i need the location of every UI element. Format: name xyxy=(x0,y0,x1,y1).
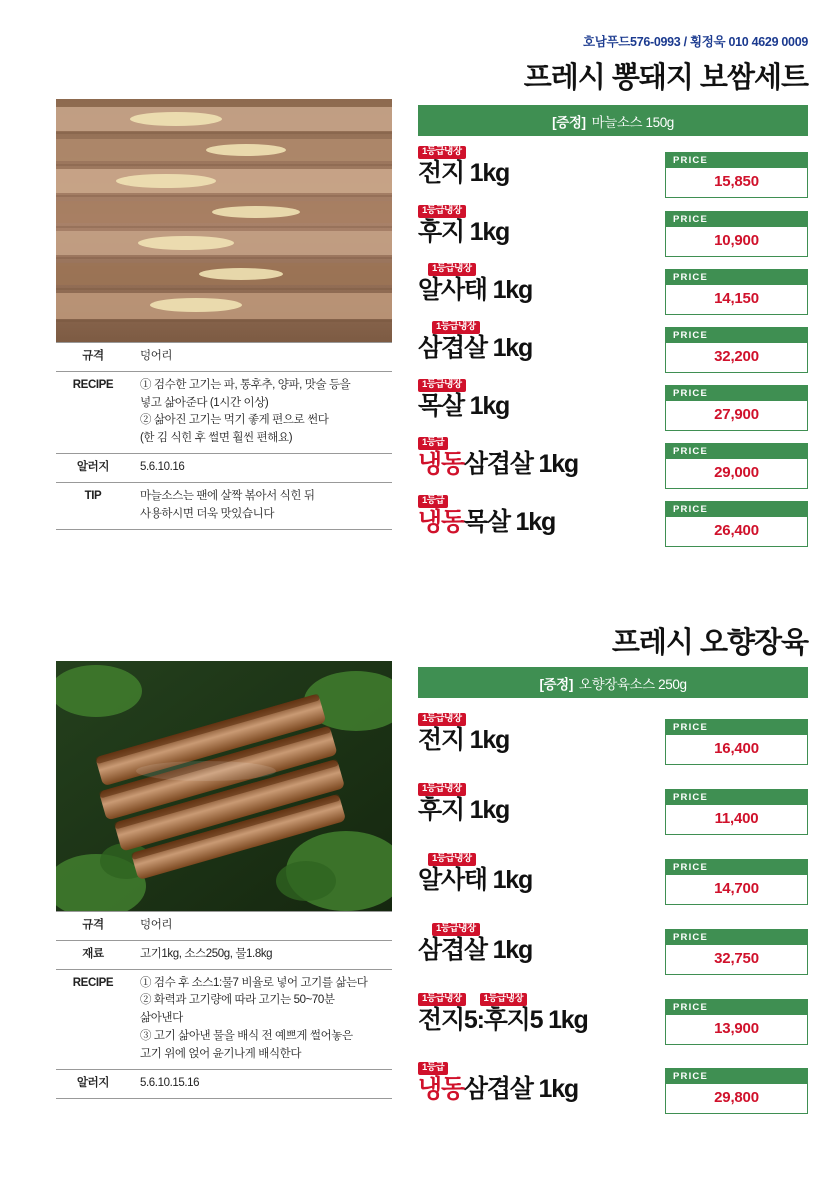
product-photo-2 xyxy=(56,661,392,911)
product-name: 전지 1kg xyxy=(418,725,510,754)
info-value xyxy=(130,371,392,453)
info-label: 규격 xyxy=(56,343,130,372)
grade-row xyxy=(418,853,633,867)
product-name-block xyxy=(418,1062,633,1102)
info-line: ② 삶아진 고기는 먹기 좋게 편으로 썬다 xyxy=(140,414,329,427)
info-line: 고기 위에 얹어 윤기나게 배식한다 xyxy=(140,1047,302,1060)
price-tag-label: PRICE xyxy=(666,1000,807,1015)
gift-bar-1 xyxy=(418,105,808,136)
product-name: 알사태 1kg xyxy=(418,275,533,304)
product-name-block xyxy=(418,783,633,823)
product-name: 전지5:후지5 1kg xyxy=(418,1005,588,1034)
product-name-text: 삼겹살 1kg xyxy=(463,1074,578,1103)
product-row xyxy=(418,713,808,771)
price-value: 29,000 xyxy=(714,463,759,481)
grade-badge: 1등급냉장 xyxy=(428,263,476,276)
grade-badge: 1등급냉장 xyxy=(418,379,466,392)
product-name: 후지 1kg xyxy=(418,795,510,824)
product-name-block xyxy=(418,146,633,186)
price-value: 27,900 xyxy=(714,405,759,423)
price-tag-label: PRICE xyxy=(666,1069,807,1084)
info-line: ② 화력과 고기량에 따라 고기는 50~70분 xyxy=(140,994,335,1007)
product-name xyxy=(418,451,633,477)
grade-badge: 1등급 xyxy=(418,437,448,450)
info-value xyxy=(130,482,392,529)
product-row xyxy=(418,146,808,204)
grade-badge: 1등급냉장 xyxy=(432,321,480,334)
info-table-2 xyxy=(56,911,392,1099)
price-tag-label: PRICE xyxy=(666,860,807,875)
price-tag-label: PRICE xyxy=(666,270,807,285)
table-row xyxy=(56,454,392,483)
grade-row xyxy=(418,379,633,393)
info-label: 알러지 xyxy=(56,454,130,483)
product-name xyxy=(418,509,633,535)
price-value: 15,850 xyxy=(714,172,759,190)
price-tag-label: PRICE xyxy=(666,212,807,227)
price-tag-label: PRICE xyxy=(666,930,807,945)
product-row xyxy=(418,853,808,911)
price-tag-label: PRICE xyxy=(666,444,807,459)
product-name: 삼겹살 1kg xyxy=(418,935,533,964)
info-label: 재료 xyxy=(56,940,130,969)
product-row xyxy=(418,495,808,553)
price-box xyxy=(665,789,808,835)
info-label: 규격 xyxy=(56,912,130,941)
gift-text-1: 마늘소스 150g xyxy=(591,114,674,130)
info-value xyxy=(130,969,392,1069)
price-value: 32,200 xyxy=(714,347,759,365)
price-box xyxy=(665,999,808,1045)
info-label: RECIPE xyxy=(56,969,130,1069)
product-row xyxy=(418,783,808,841)
info-label: 알러지 xyxy=(56,1069,130,1098)
price-box xyxy=(665,719,808,765)
price-box xyxy=(665,152,808,198)
info-line: 5.6.10.15.16 xyxy=(140,1076,200,1089)
product-name-text: 삼겹살 1kg xyxy=(463,449,578,478)
product-row xyxy=(418,205,808,263)
table-row xyxy=(56,482,392,529)
table-row xyxy=(56,940,392,969)
frozen-label: 냉동 xyxy=(418,449,464,478)
product-name-block xyxy=(418,321,633,361)
product-photo-1 xyxy=(56,99,392,342)
table-row xyxy=(56,371,392,453)
price-tag-label: PRICE xyxy=(666,386,807,401)
grade-badge: 1등급냉장 xyxy=(432,923,480,936)
product-name: 알사태 1kg xyxy=(418,865,533,894)
grade-row xyxy=(418,146,633,160)
price-value: 13,900 xyxy=(714,1019,759,1037)
price-box xyxy=(665,443,808,489)
info-value xyxy=(130,912,392,941)
grade-badge: 1등급냉장 xyxy=(428,853,476,866)
grade-badge: 1등급냉장 xyxy=(418,146,466,159)
info-line: 덩어리 xyxy=(140,350,173,362)
info-line: 5.6.10.16 xyxy=(140,461,185,474)
info-line: 사용하시면 더욱 맛있습니다 xyxy=(140,507,275,520)
product-name-block xyxy=(418,853,633,893)
table-row xyxy=(56,912,392,941)
price-tag-label: PRICE xyxy=(666,328,807,343)
gift-tag-2: [증정] xyxy=(539,676,573,692)
price-tag-label: PRICE xyxy=(666,502,807,517)
grade-row xyxy=(418,713,633,727)
product-name-block xyxy=(418,437,633,477)
price-box xyxy=(665,269,808,315)
price-value: 10,900 xyxy=(714,231,759,249)
product-name-block xyxy=(418,923,633,963)
info-value xyxy=(130,1069,392,1098)
grade-badge: 1등급냉장 xyxy=(418,993,466,1006)
grade-badge: 1등급냉장 xyxy=(480,993,528,1006)
info-line: ① 검수 후 소스1:물7 비율로 넣어 고기를 삶는다 xyxy=(140,976,368,989)
info-line: 덩어리 xyxy=(140,919,173,931)
price-box xyxy=(665,929,808,975)
grade-row xyxy=(418,993,633,1007)
product-row xyxy=(418,263,808,321)
grade-row xyxy=(418,321,633,335)
gift-text-2: 오향장육소스 250g xyxy=(578,676,687,692)
contact-line: 호남푸드576-0993 / 횡정욱 010 4629 0009 xyxy=(582,35,808,49)
price-value: 11,400 xyxy=(714,809,759,827)
info-line: 삶아낸다 xyxy=(140,1012,183,1025)
grade-badge: 1등급냉장 xyxy=(418,783,466,796)
table-row xyxy=(56,969,392,1069)
info-value xyxy=(130,940,392,969)
product-name-text: 목살 1kg xyxy=(463,507,556,536)
grade-badge: 1등급냉장 xyxy=(418,713,466,726)
price-box xyxy=(665,211,808,257)
product-name-block xyxy=(418,495,633,535)
price-tag-label: PRICE xyxy=(666,790,807,805)
price-value: 14,150 xyxy=(714,289,759,307)
product-name-block xyxy=(418,263,633,303)
info-line: ③ 고기 삶아낸 물을 배식 전 예쁘게 썰어놓은 xyxy=(140,1030,353,1043)
product-name: 전지 1kg xyxy=(418,158,510,187)
price-box xyxy=(665,501,808,547)
table-row xyxy=(56,343,392,372)
info-line: 마늘소스는 팬에 살짝 볶아서 식힌 뒤 xyxy=(140,489,315,502)
product-name-block xyxy=(418,379,633,419)
price-value: 32,750 xyxy=(714,949,759,967)
price-box xyxy=(665,327,808,373)
info-line: (한 김 식힌 후 썰면 훨씬 편해요) xyxy=(140,432,293,445)
price-value: 26,400 xyxy=(714,521,759,539)
product-row xyxy=(418,437,808,495)
info-value xyxy=(130,343,392,372)
price-value: 29,800 xyxy=(714,1088,759,1106)
section-title-1: 프레시 뽕돼지 보쌈세트 xyxy=(523,62,808,94)
grade-badge: 1등급 xyxy=(418,1062,448,1075)
grade-row xyxy=(418,437,633,451)
grade-row xyxy=(418,495,633,509)
grade-row xyxy=(418,1062,633,1076)
product-name-block xyxy=(418,205,633,245)
info-label: TIP xyxy=(56,482,130,529)
section-title-2: 프레시 오향장육 xyxy=(611,627,808,659)
price-box xyxy=(665,859,808,905)
info-line: ① 검수한 고기는 파, 통후추, 양파, 맛술 등을 xyxy=(140,378,351,391)
product-name: 후지 1kg xyxy=(418,217,510,246)
product-row xyxy=(418,379,808,437)
gift-tag-1: [증정] xyxy=(552,114,586,130)
product-row xyxy=(418,1062,808,1120)
info-table-1 xyxy=(56,342,392,530)
product-row xyxy=(418,993,808,1051)
grade-row xyxy=(418,263,633,277)
frozen-label: 냉동 xyxy=(418,507,464,536)
table-row xyxy=(56,1069,392,1098)
grade-row xyxy=(418,923,633,937)
product-name: 삼겹살 1kg xyxy=(418,333,533,362)
price-box xyxy=(665,385,808,431)
info-label: RECIPE xyxy=(56,371,130,453)
product-name-block xyxy=(418,993,633,1033)
grade-badge: 1등급 xyxy=(418,495,448,508)
gift-bar-2 xyxy=(418,667,808,698)
price-tag-label: PRICE xyxy=(666,720,807,735)
info-line: 고기1kg, 소스250g, 물1.8kg xyxy=(140,947,273,960)
product-name xyxy=(418,1076,633,1102)
grade-row xyxy=(418,783,633,797)
price-value: 16,400 xyxy=(714,739,759,757)
price-tag-label: PRICE xyxy=(666,153,807,168)
price-value: 14,700 xyxy=(714,879,759,897)
grade-badge: 1등급냉장 xyxy=(418,205,466,218)
grade-row xyxy=(418,205,633,219)
product-name-block xyxy=(418,713,633,753)
product-name: 목살 1kg xyxy=(418,391,510,420)
frozen-label: 냉동 xyxy=(418,1074,464,1103)
price-box xyxy=(665,1068,808,1114)
product-row xyxy=(418,321,808,379)
info-value xyxy=(130,454,392,483)
product-row xyxy=(418,923,808,981)
info-line: 넣고 삶아준다 (1시간 이상) xyxy=(140,396,269,409)
